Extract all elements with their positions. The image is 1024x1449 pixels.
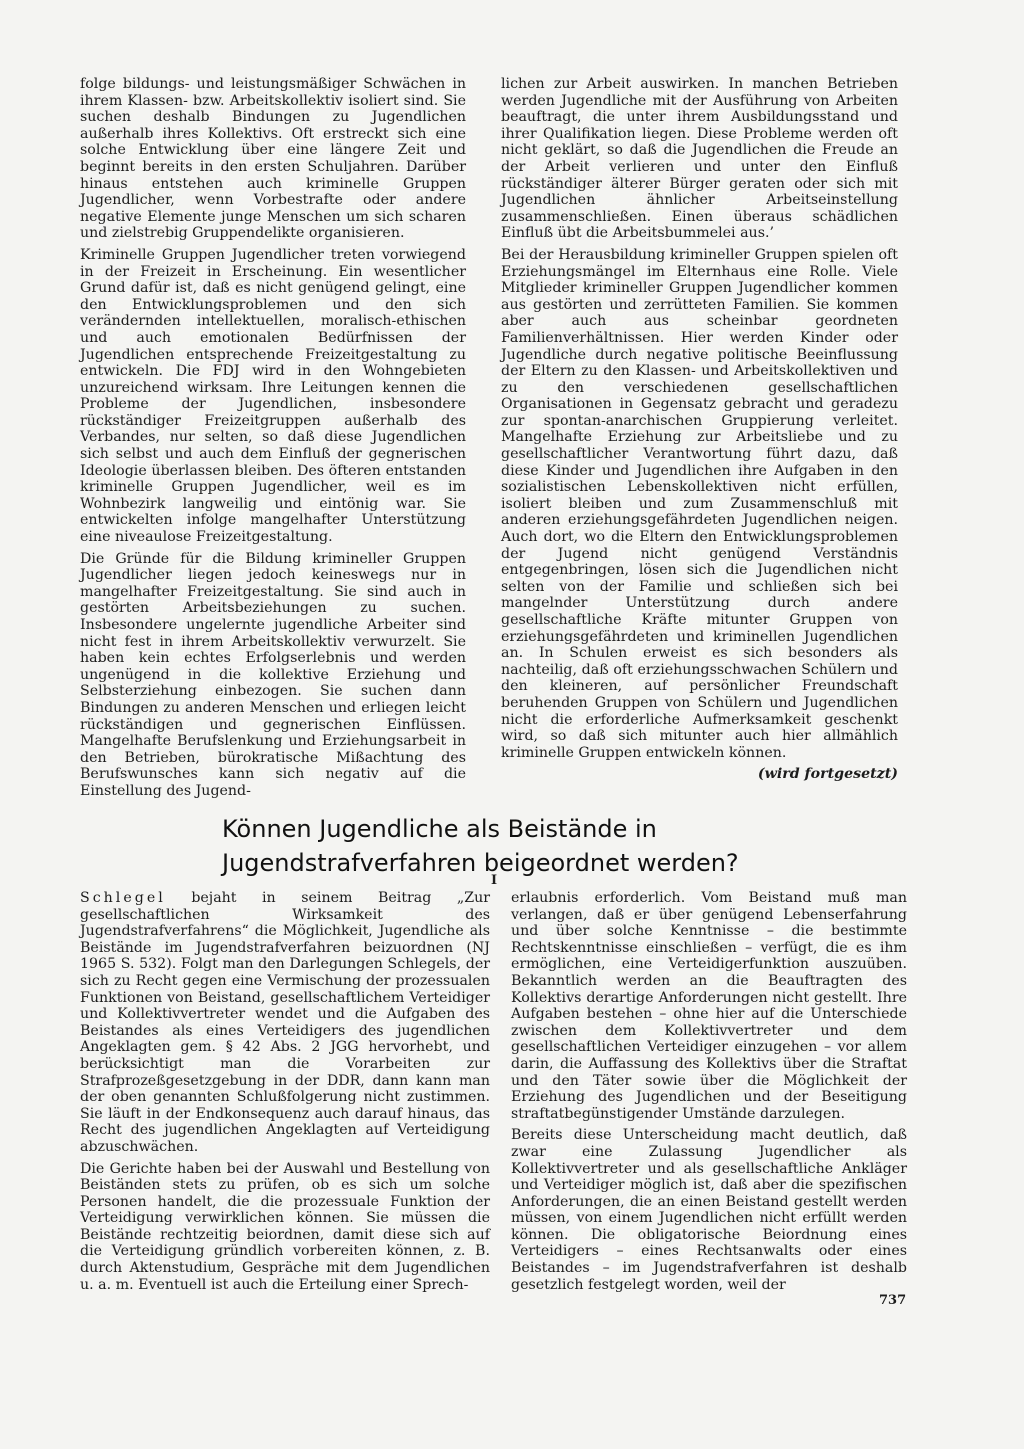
article-title: Können Jugendliche als Beistände in Jugendstrafverfahren beigeordnet werden? bbox=[222, 815, 739, 877]
paragraph: Kriminelle Gruppen Jugendlicher treten vorwiegend in der Freizeit in Erscheinung. Ein wesentlicher Grund dafür ist, daß es nicht genügend gelingt, eine den Entwicklungsproblemen und den sich verändernden intellektuellen, moralisch-ethischen und auch emotionalen Bedürfnissen der Jugendlichen entsprechende Freizeitgestaltung zu entwickeln. Die FDJ wird in den Wohngebieten unzureichend wirksam. Ihre Leitungen kennen die Probleme der Jugendlichen, insbesondere rückständiger Freizeitgruppen außerhalb des Verbandes, nur selten, so daß diese Jugendlichen sich selbst und auch dem Einfluß der gegnerischen Ideologie überlassen bleiben. Des öfteren entstanden kriminelle Gruppen Jugendlicher, weil es im Wohnbezirk langweilig und eintönig war. Sie entwickelten infolge mangelhafter Unterstützung eine niveaulose Freizeitgestaltung. bbox=[80, 246, 466, 546]
column-top-left bbox=[80, 76, 466, 805]
paragraph: lichen zur Arbeit auswirken. In manchen Betrieben werden Jugendliche mit der Ausführung von Arbeiten beauftragt, die unter ihrem Ausbildungsstand und ihrer Qualifikation liegen. Diese Probleme werden oft nicht geklärt, so daß die Jugendlichen die Freude an der Arbeit verlieren und unter den Einfluß rückständiger älterer Bürger geraten oder sich mit Jugendlichen ähnlicher Arbeitseinstellung zusammenschließen. Einen überaus schädlichen Einfluß übt die Arbeitsbummelei aus.’ bbox=[501, 76, 898, 242]
column-bottom-left bbox=[80, 890, 490, 1298]
paragraph: Die Gerichte haben bei der Auswahl und Bestellung von Beiständen stets zu prüfen, ob es sich um solche Personen handelt, die die prozessuale Funktion der Verteidigung verwirklichen können. Sie müssen die Beistände rechtzeitig beiordnen, damit diese sich auf die Verteidigung gründlich vorbereiten können, z. B. durch Aktenstudium, Gespräche mit dem Jugendlichen u. a. m. Eventuell ist auch die Erteilung einer Sprech- bbox=[80, 1160, 490, 1293]
column-bottom-right bbox=[511, 890, 907, 1298]
paragraph: erlaubnis erforderlich. Vom Beistand muß man verlangen, daß er über genügend Lebenserfahrung und über solche Kenntnisse – die bestimmte Rechtskenntnisse einschließen – verfügt, die es ihm ermöglichen, eine Verteidigerfunktion auszuüben. Bekanntlich werden an die Beauftragten des Kollektivs derartige Anforderungen nicht gestellt. Ihre Aufgaben bestehen – ohne hier auf die Unterschiede zwischen dem Kollektivvertreter und dem gesellschaftlichen Verteidiger einzugehen – vor allem darin, die Auffassung des Kollektivs über die Straftat und den Täter sowie über die Möglichkeit der Erziehung des Jugendlichen und der Beseitigung straftatbegünstigender Umstände darzulegen. bbox=[511, 890, 907, 1122]
paragraph bbox=[80, 890, 490, 1156]
page-number: 737 bbox=[879, 1293, 907, 1308]
author-name: Schlegel bbox=[80, 890, 166, 906]
column-top-right bbox=[501, 76, 898, 788]
paragraph: Die Gründe für die Bildung krimineller Gruppen Jugendlicher liegen jedoch keineswegs nur in mangelhafter Freizeitgestaltung. Sie sind auch in gestörten Arbeitsbeziehungen zu suchen. Insbesondere ungelernte jugendliche Arbeiter sind nicht fest in ihrem Arbeitskollektiv verwurzelt. Sie haben kein echtes Erfolgserlebnis und werden ungenügend in die kollektive Erziehung und Selbsterziehung einbezogen. Sie suchen dann Bindungen zu anderen Menschen und erliegen leicht rückständigen und gegnerischen Einflüssen. Mangelhafte Berufslenkung und Erziehungsarbeit in den Betrieben, bürokratische Mißachtung des Berufswunsches kann sich negativ auf die Einstellung des Jugend- bbox=[80, 550, 466, 799]
paragraph: Bei der Herausbildung krimineller Gruppen spielen oft Erziehungsmängel im Elternhaus eine Rolle. Viele Mitglieder krimineller Gruppen Jugendlicher kommen aus gestörten und zerrütteten Familien. Sie kommen aber auch aus scheinbar geordneten Familienverhältnissen. Hier werden Kinder oder Jugendliche durch negative politische Beeinflussung der Eltern zu den Klassen- und Arbeitskollektiven und zu den verschiedenen gesellschaftlichen Organisationen in Gegensatz gebracht und geradezu zur spontan-anarchischen Gruppierung verleitet. Mangelhafte Erziehung zur Arbeitsliebe und zu gesellschaftlicher Verantwortung führt dazu, daß diese Kinder und Jugendlichen ihre Aufgaben in den sozialistischen Lebenskollektiven nicht erfüllen, isoliert bleiben und zum Zusammenschluß mit anderen erziehungsgefährdeten Jugendlichen neigen. Auch dort, wo die Eltern den Entwicklungsproblemen der Jugend nicht genügend Verständnis entgegenbringen, lösen sich die Jugendlichen nicht selten von der Familie und schließen sich bei mangelnder Unterstützung durch andere gesellschaftliche Kräfte mitunter Gruppen von erziehungsgefährdeten und kriminellen Jugendlichen an. In Schulen erweist es sich besonders als nachteilig, daß oft erziehungsschwachen Schülern und den kleineren, auf persönlicher Freundschaft beruhenden Gruppen von Schülern und Jugendlichen nicht die erforderliche Aufmerksamkeit geschenkt wird, so daß sich mitunter auch hier allmählich kriminelle Gruppen entwickeln können. bbox=[501, 246, 898, 761]
continued-note: (wird fortgesetzt) bbox=[757, 766, 898, 783]
paragraph: folge bildungs- und leistungsmäßiger Schwächen in ihrem Klassen- bzw. Arbeitskollektiv isoliert sind. Sie suchen deshalb Bindungen zu Jugendlichen außerhalb ihres Kollektivs. Oft erstreckt sich eine solche Entwicklung über eine längere Zeit und beginnt bereits in den ersten Schuljahren. Darüber hinaus entstehen auch kriminelle Gruppen Jugendlicher, wenn Vorbestrafte oder andere negative Elemente junge Menschen um sich scharen und zielstrebig Gruppendelikte organisieren. bbox=[80, 76, 466, 242]
paragraph-text: bejaht in seinem Beitrag „Zur gesellschaftlichen Wirksamkeit des Jugendstrafverfahrens“ die Möglichkeit, Jugendliche als Beistände im Jugendstrafverfahren beizuordnen (NJ 1965 S. 532). Folgt man den Darlegungen Schlegels, der sich zu Recht gegen eine Vermischung der prozessualen Funktionen von Beistand, gesellschaftlichem Verteidiger und Kollektivvertreter wendet und die Aufgaben des Beistandes als eines Verteidigers des jugendlichen Angeklagten gem. § 42 Abs. 2 JGG hervorhebt, und berücksichtigt man die Vorarbeiten zur Strafprozeßgesetzgebung in der DDR, dann kann man der oben genannten Schlußfolgerung nicht zustimmen. Sie läuft in der Endkonsequenz auch darauf hinaus, das Recht des jugendlichen Angeklagten auf Verteidigung abzuschwächen. bbox=[80, 890, 490, 1155]
part-numeral: I bbox=[491, 873, 498, 888]
paragraph: Bereits diese Unterscheidung macht deutlich, daß zwar eine Zulassung Jugendlicher als Kollektivvertreter und als gesellschaftliche Ankläger und Verteidiger möglich ist, daß aber die spezifischen Anforderungen, die an einen Beistand gestellt werden müssen, von einem Jugendlichen nicht erfüllt werden können. Die obligatorische Beiordnung eines Verteidigers – eines Rechtsanwalts oder eines Beistandes – im Jugendstrafverfahren ist deshalb gesetzlich festgelegt worden, weil der bbox=[511, 1127, 907, 1293]
